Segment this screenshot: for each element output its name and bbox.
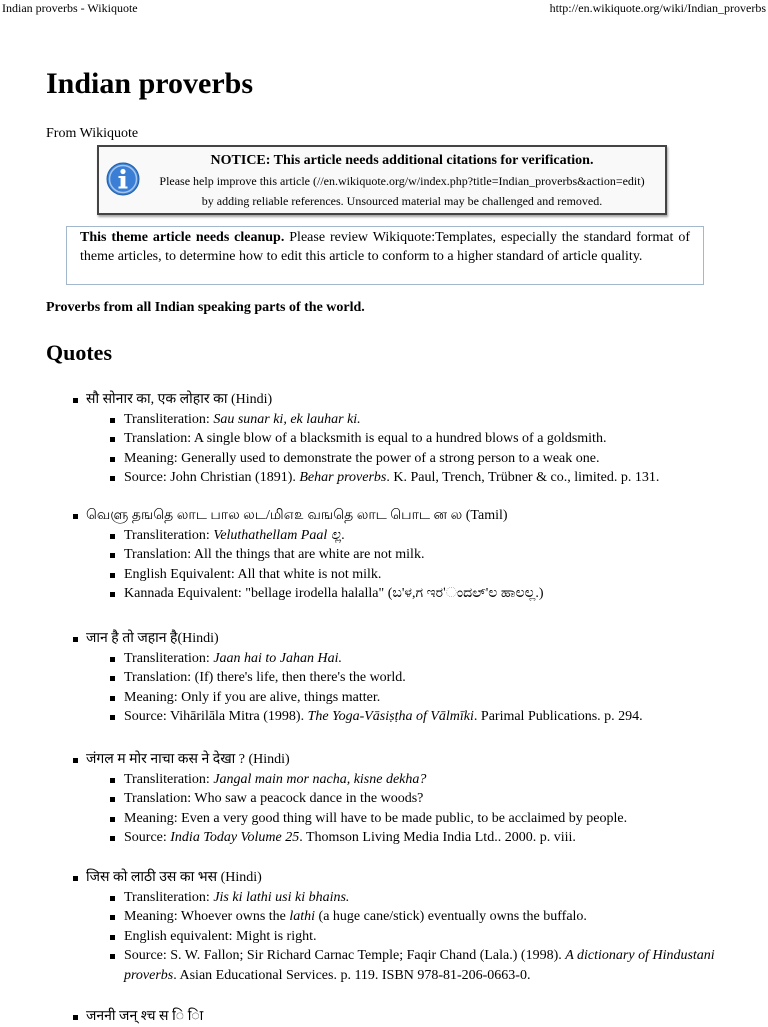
proverb-item bbox=[0, 629, 768, 727]
proverb-detail: Transliteration: Jaan hai to Jahan Hai. bbox=[0, 649, 768, 669]
cleanup-title: This theme article needs cleanup. bbox=[80, 230, 285, 245]
proverb-detail: Translation: All the things that are white are not milk. bbox=[0, 545, 768, 565]
info-icon bbox=[106, 162, 140, 196]
proverb-detail: Transliteration: Sau sunar ki, ek lauhar ki. bbox=[0, 410, 768, 430]
proverb-detail: Source: Vihārilāla Mitra (1998). The Yoga-Vāsiṣṭha of Vālmīki. Parimal Publications. p. 294. bbox=[0, 707, 768, 727]
section-heading-quotes: Quotes bbox=[46, 340, 112, 365]
proverb-text: जान है तो जहान है bbox=[86, 631, 178, 646]
proverb-language: (Tamil) bbox=[462, 508, 508, 523]
proverb-detail: Translation: (If) there's life, then there's the world. bbox=[0, 668, 768, 688]
proverb-text: जननी जन् श्च स ि ाि bbox=[86, 1009, 204, 1024]
proverb-headline bbox=[0, 390, 768, 410]
intro-text: Proverbs from all Indian speaking parts of the world. bbox=[46, 300, 365, 315]
cleanup-box bbox=[66, 226, 704, 285]
proverb-item bbox=[0, 506, 768, 604]
proverb-headline bbox=[0, 629, 768, 649]
proverb-detail: Transliteration: Jis ki lathi usi ki bhains. bbox=[0, 888, 768, 908]
proverb-detail: Source: India Today Volume 25. Thomson Living Media India Ltd.. 2000. p. viii. bbox=[0, 828, 768, 848]
proverb-detail: Source: John Christian (1891). Behar proverbs. K. Paul, Trench, Trübner & co., limited. p. 131. bbox=[0, 468, 768, 488]
page-title: Indian proverbs bbox=[46, 67, 254, 100]
proverb-detail: Transliteration: Veluthathellam Paal ಲ್ಲ. bbox=[0, 526, 768, 546]
proverb-item bbox=[0, 390, 768, 488]
proverb-language: (Hindi) bbox=[227, 392, 273, 407]
proverb-detail: Transliteration: Jangal main mor nacha, kisne dekha? bbox=[0, 770, 768, 790]
print-header bbox=[0, 0, 768, 16]
proverb-language: (Hindi) bbox=[177, 631, 219, 646]
proverb-headline bbox=[0, 750, 768, 770]
proverb-item bbox=[0, 750, 768, 848]
proverb-detail: Meaning: Whoever owns the lathi (a huge cane/stick) eventually owns the buffalo. bbox=[0, 907, 768, 927]
proverb-detail: English Equivalent: All that white is not milk. bbox=[0, 565, 768, 585]
proverb-text: जंगल म मोर नाचा कस ने देखा ? bbox=[86, 752, 245, 767]
print-header-title: Indian proverbs - Wikiquote bbox=[2, 1, 138, 15]
proverb-text: सौ सोनार का, एक लोहार का bbox=[86, 392, 228, 407]
from-wikiquote: From Wikiquote bbox=[46, 126, 139, 141]
proverb-headline bbox=[0, 868, 768, 888]
proverb-headline bbox=[0, 506, 768, 526]
proverb-detail: Translation: Who saw a peacock dance in the woods? bbox=[0, 789, 768, 809]
proverb-detail: Source: S. W. Fallon; Sir Richard Carnac Temple; Faqir Chand (Lala.) (1998). A dictionary of Hindustani proverbs. Asian Educational Services. p. 119. ISBN 978-81-206-0663-0. bbox=[0, 946, 768, 985]
proverb-language: (Hindi) bbox=[217, 870, 262, 885]
proverb-detail: Meaning: Even a very good thing will have to be made public, to be acclaimed by people. bbox=[0, 809, 768, 829]
notice-box bbox=[97, 145, 667, 215]
proverb-language: (Hindi) bbox=[244, 752, 290, 767]
proverb-text: जिस को लाठी उस का भस bbox=[86, 870, 218, 885]
proverb-detail: English equivalent: Might is right. bbox=[0, 927, 768, 947]
cleanup-text: Please review Wikiquote:Templates, especially the standard format of theme articles, to determine how to edit this article to conform to a higher standard of article quality. bbox=[80, 230, 690, 264]
proverb-detail: Meaning: Generally used to demonstrate the power of a strong person to a weak one. bbox=[0, 449, 768, 469]
proverb-detail: Translation: A single blow of a blacksmith is equal to a hundred blows of a goldsmith. bbox=[0, 429, 768, 449]
notice-line-2: by adding reliable references. Unsourced material may be challenged and removed. bbox=[201, 194, 603, 208]
proverb-detail: Kannada Equivalent: "bellage irodella halalla" (ಬ'ಳ,ಗ ಇರ'ಂದಲ್'ಲ ಹಾಲಲ್ಲ.) bbox=[0, 584, 768, 604]
notice-title: NOTICE: This article needs additional citations for verification. bbox=[210, 153, 594, 168]
notice-line-1: Please help improve this article (//en.wikiquote.org/w/index.php?title=Indian_proverbs&action=edit) bbox=[159, 174, 645, 188]
print-header-url: http://en.wikiquote.org/wiki/Indian_proverbs bbox=[549, 1, 766, 15]
proverb-text: வெளு தஙதெ லாட பால லட/மி௭௨ வஙதெ லாட பொட ன ல bbox=[86, 508, 463, 523]
proverb-item bbox=[0, 868, 768, 985]
proverb-detail: Meaning: Only if you are alive, things matter. bbox=[0, 688, 768, 708]
